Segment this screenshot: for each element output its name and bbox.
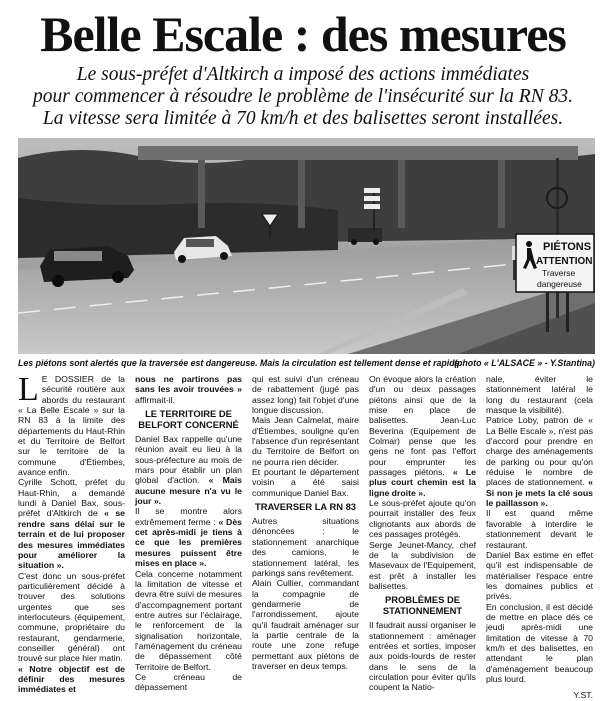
- paragraph: Il se montre alors extrêmement ferme : « Dès cet après-midi je tiens à ce que les premières mesures puissent être mises en place ».: [135, 506, 242, 569]
- standfirst-line: Le sous-préfet d'Altkirch a imposé des actions immédiates: [76, 64, 530, 85]
- paragraph: Il faudrait aussi organiser le stationnement : aménager entrées et sorties, imposer aux poids-lourds de rester dans le sens de la circulation pour éviter qu'ils coupent la Natio-: [369, 620, 476, 693]
- standfirst-line: La vitesse sera limitée à 70 km/h et des balisettes seront installées.: [42, 108, 564, 129]
- paragraph: Cela concerne notamment la limitation de vitesse et devra être suivi de mesures d'accompagnement portant entre autres sur l'éclairage, le renforcement de la signalisation horizontale, l'aménagement du créneau de dépassement côté Territoire de Belfort.: [135, 568, 242, 672]
- paragraph: On évoque alors la création d'un ou deux passages piétons ainsi que de la mise en place de balisettes. Jean-Luc Beverina (Equipement de Colmar) pense que les gens ne font pas l'effort pour emprunter les passages piétons. « Le plus court chemin est la ligne droite ».: [369, 374, 476, 498]
- headline: Belle Escale : des mesures: [40, 6, 566, 62]
- sign-line-1: PIÉTONS: [543, 241, 592, 253]
- paragraph: Mais Jean Calmelat, maire d'Étiembes, souligne qu'en l'absence d'un représentant du Territoire de Belfort on ne pourra rien décider.: [252, 415, 359, 467]
- paragraph: qui est suivi d'un créneau de rabattement (jugé pas assez long) fait l'objet d'une longue discussion.: [252, 374, 359, 416]
- paragraph: Serge Jeunet-Mancy, chef de la subdivision de Masevaux de l'Equipement, est prêt à installer les balisettes.: [369, 539, 476, 591]
- article-column-1: [18, 371, 125, 695]
- paragraph: Ce créneau de dépassement: [135, 671, 242, 693]
- paragraph: « Notre objectif est de définir des mesures immédiates et: [18, 663, 125, 695]
- paragraph: Le sous-préfet ajoute qu'on pourrait installer des feux clignotants aux abords de ces passages protégés.: [369, 498, 476, 540]
- sign-line-3: Traverse: [542, 268, 576, 278]
- paragraph: Il est quand même favorable à interdire le stationnement devant le restaurant.: [486, 508, 593, 550]
- standfirst-line: pour commencer à résoudre le problème de l'insécurité sur la RN 83.: [33, 86, 573, 107]
- photo-viaduct: [138, 146, 578, 160]
- paragraph: Alain Cullier, commandant la compagnie de gendarmerie de l'arrondissement, ajoute qu'il faudrait aménager sur la partie centrale de la route une zone refuge permettant aux piétons de traverser en deux temps.: [252, 578, 359, 671]
- subheading: PROBLÈMES DE STATIONNEMENT: [382, 594, 463, 617]
- photo-credit: (photo « L'ALSACE » - Y.Stantina): [454, 358, 595, 368]
- subheading: TRAVERSER LA RN 83: [254, 501, 357, 513]
- paragraph: Et pourtant le département voisin a été saisi communique Daniel Bax.: [252, 467, 359, 498]
- subheading: LE TERRITOIRE DE BELFORT CONCERNÉ: [138, 408, 239, 431]
- sign-line-4: dangereuse: [537, 279, 582, 289]
- news-photo: [18, 138, 595, 354]
- sign-line-2: ATTENTION: [536, 256, 593, 267]
- article-column-5: [486, 374, 593, 701]
- standfirst: [30, 64, 576, 130]
- photo-caption-row: [18, 356, 595, 370]
- article-column-4: [369, 374, 476, 693]
- author-signature: Y.ST.: [573, 690, 593, 701]
- paragraph: L E DOSSIER de la sécurité routière aux abords du restaurant « La Belle Escale » sur la RN 83 à la limite des départements du Haut-Rhin et du Territoire de Belfort sur le territoire de la commune d'Étiembes, avance enfin.: [18, 371, 125, 478]
- paragraph: Patrice Loby, patron de « La Belle Escale », n'est pas d'accord pour prendre en charge des aménagements de parking ou pour qu'on réduise le nombre de places de stationnement. « Si non je mets la clé sous le paillasson ».: [486, 415, 593, 509]
- paragraph: Autres situations dénoncées : le stationnement anarchique des camions, le stationnement latéral, les parkings sans revêtement.: [252, 516, 359, 578]
- paragraph: Daniel Bax estime en effet qu'il est indispensable de matérialiser l'espace entre les domaines publics et privés.: [486, 549, 593, 602]
- paragraph: Cyrille Schott, préfet du Haut-Rhin, a demandé lundi à Daniel Bax, sous-préfet d'Altkirch de « se rendre sans délai sur le terrain et de lui proposer des mesures immédiates pour améliorer la situation ».: [18, 477, 125, 571]
- paragraph: Daniel Bax rappelle qu'une réunion avait eu lieu à la sous-préfecture au mois de mars pour établir un plan global d'action. « Mais aucune mesure n'a vu le jour ».: [135, 434, 242, 507]
- paragraph: nous ne partirons pas sans les avoir trouvées » affirmait-il.: [135, 374, 242, 405]
- paragraph: En conclusion, il est décidé de mettre en place dès ce jeudi après-midi une limitation de vitesse à 70 km/h et des balisettes, en attendant le plan d'aménagement beaucoup plus lourd.: [486, 601, 593, 684]
- paragraph: nale, éviter le stationnement latéral le long du restaurant (cela masque la visibilité).: [486, 374, 593, 416]
- photo-caption: Les piétons sont alertés que la traversée est dangereuse. Mais la circulation est tellement dense et rapide.: [18, 358, 462, 368]
- article-column-2: [135, 374, 242, 693]
- paragraph: C'est donc un sous-préfet particulièrement décidé à trouver des solutions urgentes que ses interlocuteurs (équipement, commune, propriétaire du restaurant, gendarmerie, conseiller général) ont trouvé sur place hier matin.: [18, 570, 125, 664]
- drop-cap: L: [18, 371, 39, 408]
- article-column-3: [252, 374, 359, 671]
